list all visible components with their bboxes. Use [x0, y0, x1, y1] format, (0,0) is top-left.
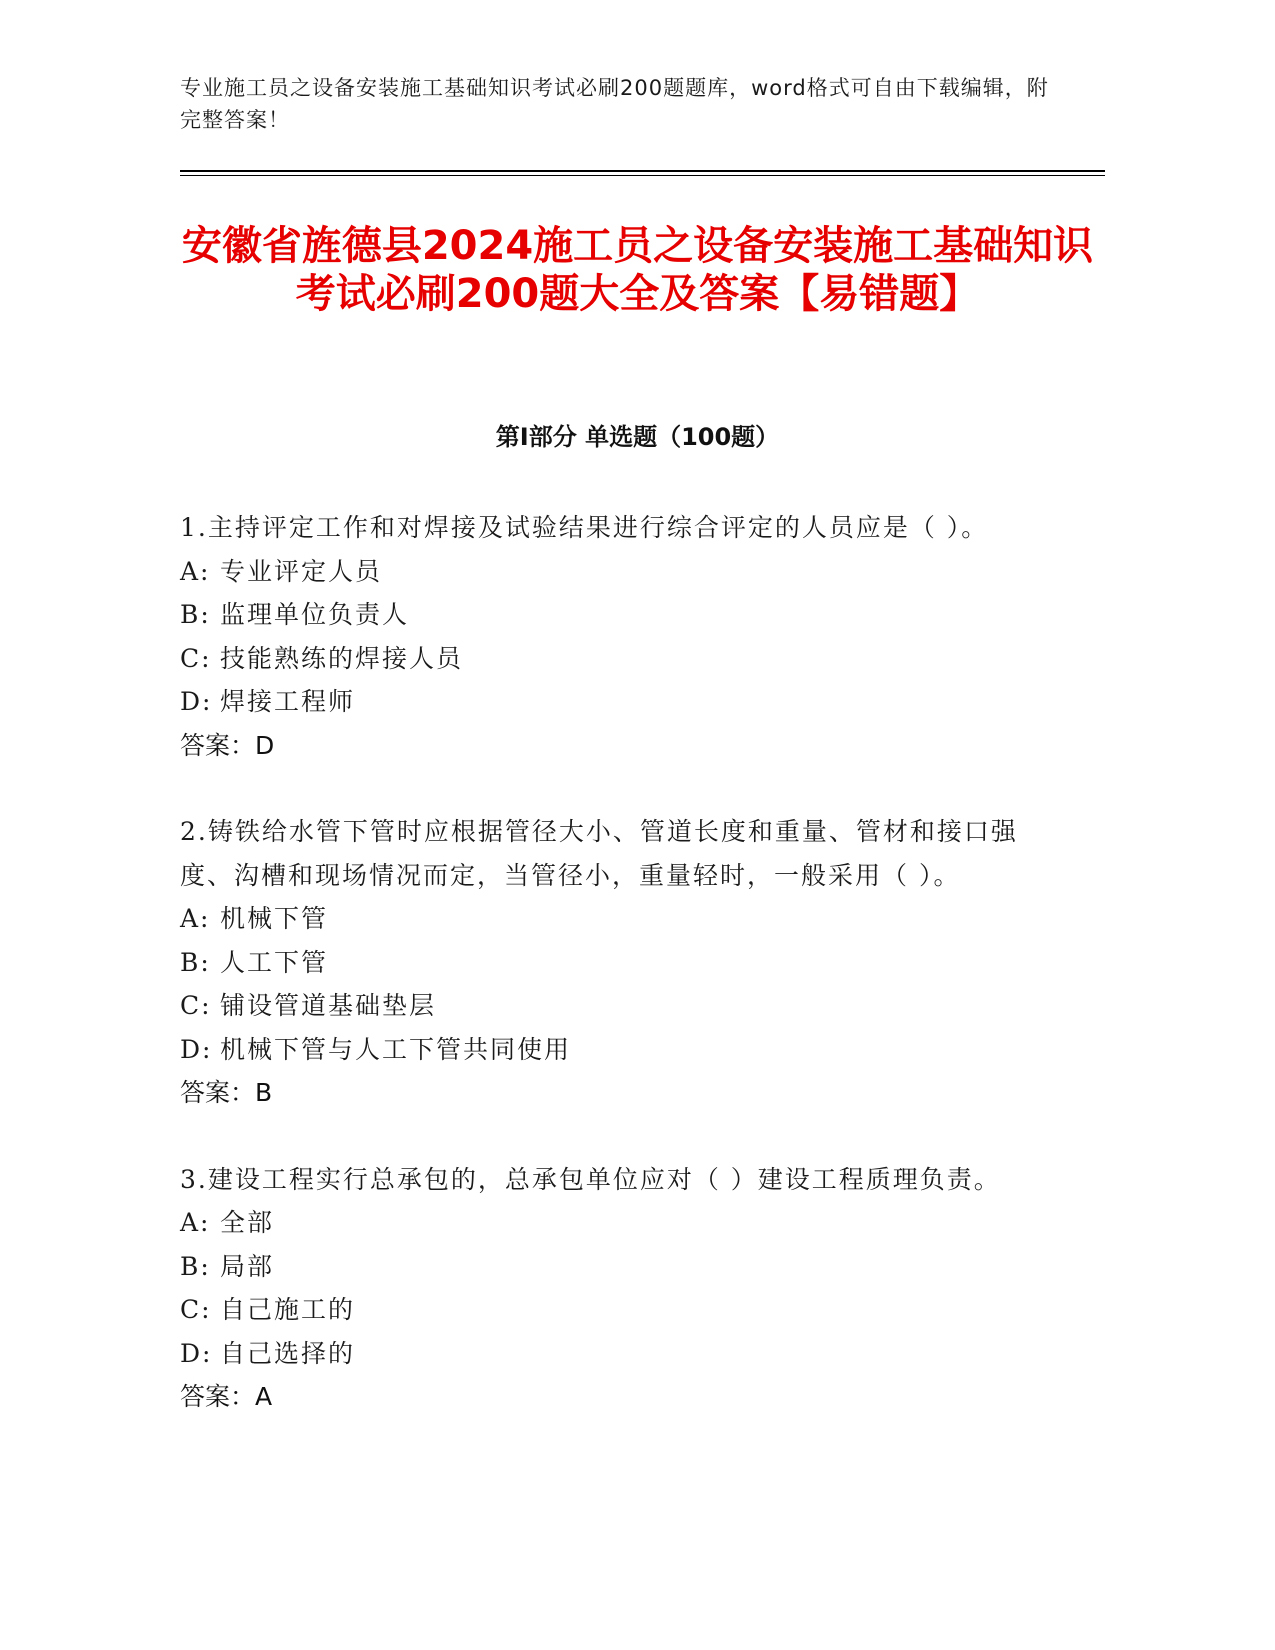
option-text: 自己施工的: [220, 1295, 356, 1324]
option-key: B:: [180, 947, 211, 977]
question-list: [180, 506, 1060, 1462]
option-text: 监理单位负责人: [220, 600, 410, 629]
option-key: C:: [180, 1295, 212, 1324]
answer-line: 答案：B: [180, 1078, 273, 1107]
option-a: [180, 1201, 1060, 1245]
header-divider-thick: [180, 170, 1105, 172]
option-key: B:: [180, 600, 211, 629]
answer-line: 答案：A: [180, 1382, 273, 1411]
option-d: [180, 1332, 1060, 1376]
question-item: [180, 1158, 1060, 1419]
option-text: 专业评定人员: [220, 556, 383, 586]
question-stem: 1.主持评定工作和对焊接及试验结果进行综合评定的人员应是（ ）。: [180, 513, 989, 542]
option-text: 技能熟练的焊接人员: [220, 643, 464, 673]
option-text: 焊接工程师: [220, 687, 356, 716]
option-text: 机械下管: [220, 904, 329, 933]
option-d: [180, 680, 1060, 724]
question-stem: 3.建设工程实行总承包的，总承包单位应对（ ）建设工程质理负责。: [180, 1164, 1001, 1194]
option-a: [180, 550, 1060, 594]
document-title: 安徽省旌德县2024施工员之设备安装施工基础知识考试必刷200题大全及答案【易错题】: [181, 223, 1094, 317]
option-key: D:: [180, 687, 213, 716]
option-c: [180, 984, 1060, 1028]
option-text: 自己选择的: [220, 1338, 356, 1368]
header-divider-thin: [180, 175, 1105, 176]
option-text: 铺设管道基础垫层: [220, 991, 437, 1020]
option-text: 局部: [220, 1251, 275, 1281]
option-c: [180, 1288, 1060, 1332]
option-b: [180, 941, 1060, 985]
option-key: B:: [180, 1251, 211, 1281]
answer-line: 答案：D: [180, 730, 275, 760]
question-item: [180, 810, 1060, 1115]
section-title: 第I部分 单选题（100题）: [495, 423, 780, 451]
option-key: A:: [180, 904, 211, 933]
option-text: 机械下管与人工下管共同使用: [220, 1034, 572, 1064]
option-c: [180, 637, 1060, 681]
question-item: [180, 506, 1060, 767]
option-b: [180, 1245, 1060, 1289]
option-key: C:: [180, 643, 212, 673]
option-key: A:: [180, 556, 211, 586]
question-stem: 2.铸铁给水管下管时应根据管径大小、管道长度和重量、管材和接口强度、沟槽和现场情况而定，当管径小，重量轻时，一般采用（ ）。: [180, 817, 1018, 890]
option-key: D:: [180, 1034, 213, 1064]
option-key: A:: [180, 1208, 211, 1237]
option-a: [180, 897, 1060, 941]
header-note: 专业施工员之设备安装施工基础知识考试必刷200题题库，word格式可自由下载编辑，附完整答案！: [180, 76, 1049, 132]
option-key: C:: [180, 991, 212, 1020]
option-b: [180, 593, 1060, 637]
option-text: 全部: [220, 1208, 275, 1237]
option-d: [180, 1028, 1060, 1072]
option-key: D:: [180, 1338, 213, 1368]
option-text: 人工下管: [220, 947, 329, 977]
